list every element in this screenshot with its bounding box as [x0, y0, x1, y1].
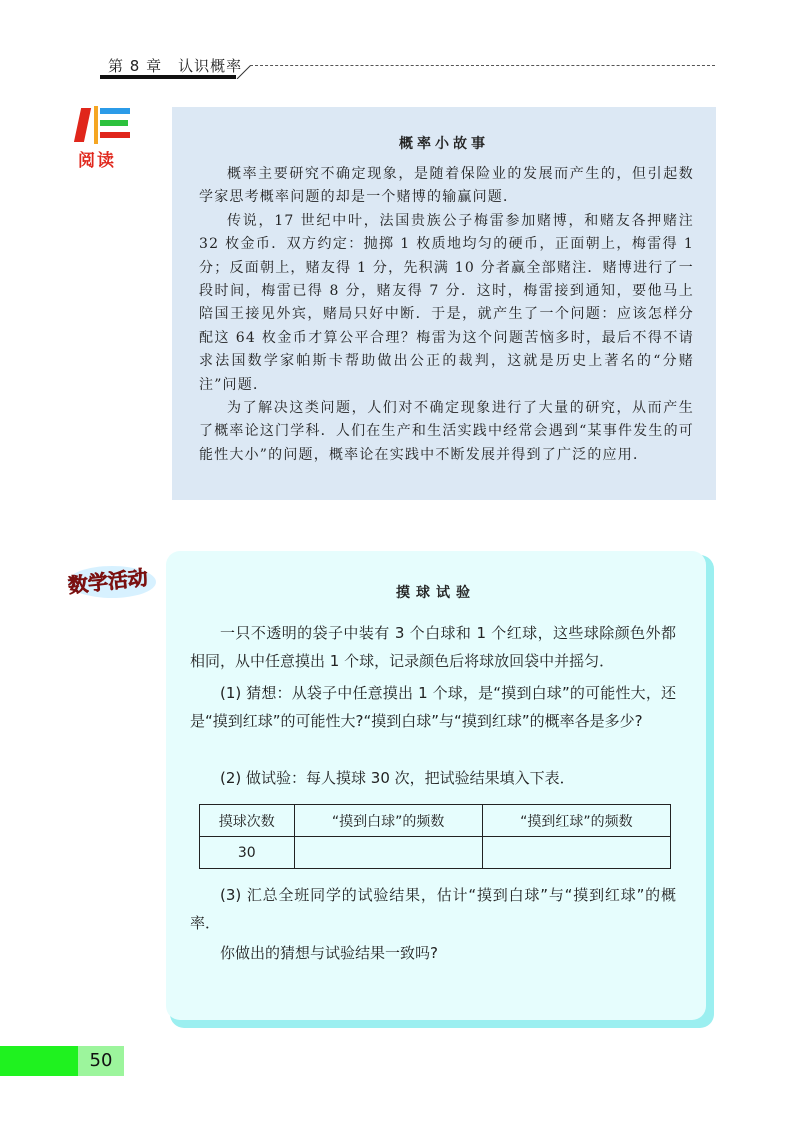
- header-dashed-rule: [250, 65, 715, 66]
- reading-paragraph: 传说，17 世纪中叶，法国贵族公子梅雷参加赌博，和赌友各押赌注 32 枚金币．双方约定：抛掷 1 枚质地均匀的硬币，正面朝上，梅雷得 1 分；反面朝上，赌友得 1 分，先积满 10 分者赢全部赌注．赌博进行了一段时间，梅雷已得 8 分，赌友得 7 分．这时，梅雷接到通知，要他马上陪国王接见外宾，赌局只好中断．于是，就产生了一个问题：应该怎样分配这 64 枚金币才算公平合理？梅雷为这个问题苦恼多时，最后不得不请求法国数学家帕斯卡帮助做出公正的裁判，这就是历史上著名的“分赌注”问题．: [199, 212, 694, 393]
- table-cell-red-frequency[interactable]: [482, 837, 670, 869]
- page-number: 50: [78, 1046, 124, 1076]
- table-header-cell: “摸到红球”的频数: [482, 805, 670, 837]
- result-table: [199, 804, 671, 869]
- chapter-header: [100, 55, 715, 77]
- reading-title: 概率小故事: [399, 136, 489, 152]
- activity-box: [166, 551, 706, 1020]
- question-3: [190, 881, 676, 937]
- question-4: [190, 939, 676, 967]
- header-slant-divider: [236, 65, 252, 79]
- reading-paragraph: 概率主要研究不确定现象，是随着保险业的发展而产生的，但引起数学家思考概率问题的却是一个赌博的输赢问题．: [199, 166, 694, 206]
- question-1: [190, 679, 676, 735]
- question-4-text: 你做出的猜想与试验结果一致吗?: [220, 944, 438, 962]
- table-header-cell: “摸到白球”的频数: [294, 805, 482, 837]
- math-activity-icon: [62, 558, 162, 602]
- activity-intro: [190, 619, 676, 675]
- header-underline: [100, 75, 236, 79]
- question-1-text: (1) 猜想：从袋子中任意摸出 1 个球，是“摸到白球”的可能性大，还是“摸到红球”的可能性大?“摸到白球”与“摸到红球”的概率各是多少?: [190, 684, 676, 730]
- activity-intro-text: 一只不透明的袋子中装有 3 个白球和 1 个红球，这些球除颜色外都相同，从中任意摸出 1 个球，记录颜色后将球放回袋中并摇匀．: [190, 624, 676, 670]
- page-number-bar: [0, 1046, 78, 1076]
- reading-paragraph: 为了解决这类问题，人们对不确定现象进行了大量的研究，从而产生了概率论这门学科．人们在生产和生活实践中经常会遇到“某事件发生的可能性大小”的问题，概率论在实践中不断发展并得到了广泛的应用．: [199, 400, 694, 463]
- table-header-row: [200, 805, 671, 837]
- question-2-text: (2) 做试验：每人摸球 30 次，把试验结果填入下表．: [220, 769, 575, 787]
- table-row: [200, 837, 671, 869]
- reading-label: 阅读: [78, 151, 116, 171]
- reading-icon: [74, 104, 134, 174]
- activity-icon-label: 数学活动: [66, 565, 149, 598]
- reading-body: [199, 163, 694, 467]
- table-header-cell: 摸球次数: [200, 805, 295, 837]
- reading-box: [172, 107, 716, 500]
- book-icon: [74, 104, 134, 148]
- table-cell-white-frequency[interactable]: [294, 837, 482, 869]
- question-3-text: (3) 汇总全班同学的试验结果，估计“摸到白球”与“摸到红球”的概率．: [190, 886, 676, 932]
- activity-title: 摸球试验: [396, 585, 476, 601]
- question-2: [190, 764, 676, 792]
- table-cell-count: 30: [200, 837, 295, 869]
- chapter-title: 第 8 章 认识概率: [108, 57, 243, 75]
